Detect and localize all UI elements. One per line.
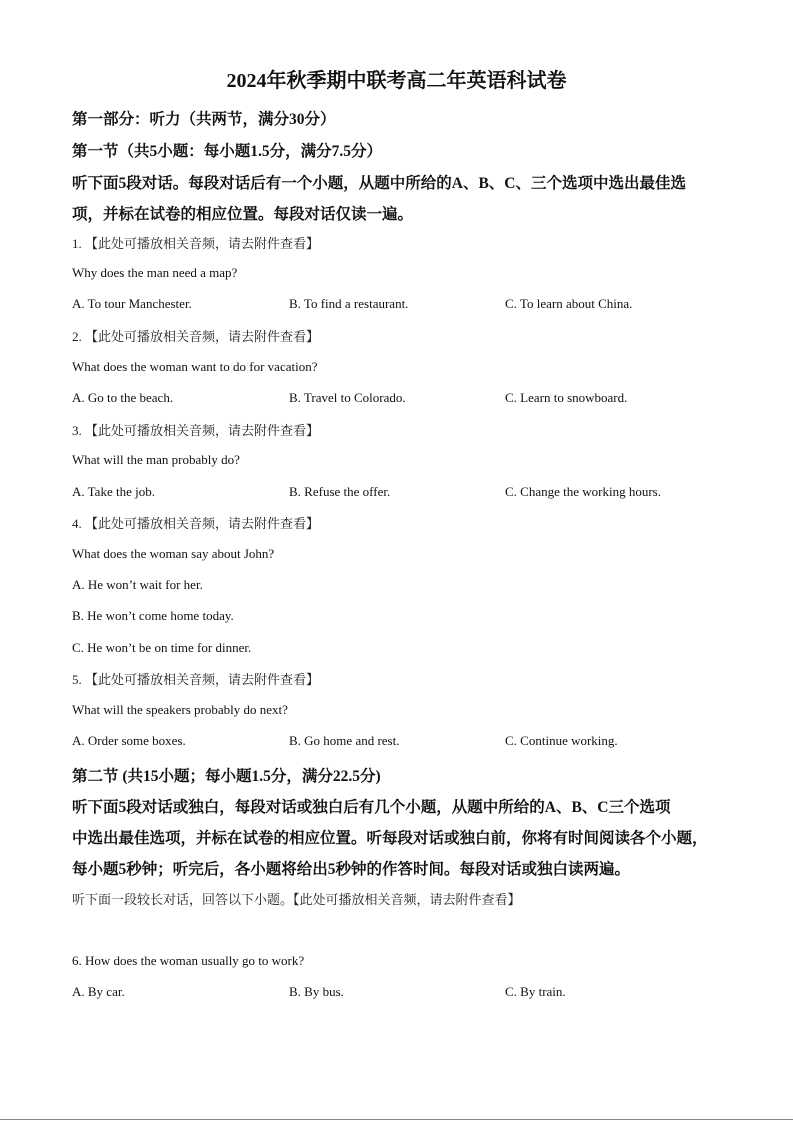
q3-option-b: B. Refuse the offer. xyxy=(289,484,391,499)
q1-option-b: B. To find a restaurant. xyxy=(289,296,409,311)
section2-instruction-line1: 听下面5段对话或独白，每段对话或独白后有几个小题，从题中所给的A、B、C三个选项 xyxy=(72,799,671,816)
q6-option-b: B. By bus. xyxy=(289,984,344,999)
q4-option-c: C. He won’t be on time for dinner. xyxy=(72,640,252,655)
q1-option-a: A. To tour Manchester. xyxy=(72,296,192,311)
q6-option-a: A. By car. xyxy=(72,984,125,999)
q3-option-a: A. Take the job. xyxy=(72,484,155,499)
q5-option-c: C. Continue working. xyxy=(505,733,618,748)
q6-question: 6. How does the woman usually go to work? xyxy=(72,953,305,968)
section1-heading: 第一节（共5小题：每小题1.5分，满分7.5分） xyxy=(72,143,383,160)
q2-audio-link[interactable]: 2. 【此处可播放相关音频，请去附件查看】 xyxy=(72,329,320,344)
q2-option-c: C. Learn to snowboard. xyxy=(505,390,628,405)
q4-option-a: A. He won’t wait for her. xyxy=(72,577,203,592)
q3-audio-link[interactable]: 3. 【此处可播放相关音频，请去附件查看】 xyxy=(72,423,320,438)
q4-audio-link[interactable]: 4. 【此处可播放相关音频，请去附件查看】 xyxy=(72,516,320,531)
q3-option-c: C. Change the working hours. xyxy=(505,484,661,499)
section1-instruction-line1: 听下面5段对话。每段对话后有一个小题，从题中所给的A、B、C、三个选项中选出最佳选 xyxy=(72,175,686,192)
q2-option-a: A. Go to the beach. xyxy=(72,390,174,405)
q2-question: What does the woman want to do for vacation? xyxy=(72,359,318,374)
q4-option-b: B. He won’t come home today. xyxy=(72,608,234,623)
page-title: 2024年秋季期中联考高二年英语科试卷 xyxy=(226,70,567,92)
q1-question: Why does the man need a map? xyxy=(72,265,238,280)
q5-option-b: B. Go home and rest. xyxy=(289,733,400,748)
q1-option-c: C. To learn about China. xyxy=(505,296,633,311)
q6-option-c: C. By train. xyxy=(505,984,566,999)
section2-heading: 第二节 (共15小题；每小题1.5分，满分22.5分) xyxy=(72,768,381,785)
section2-audio-link[interactable]: 听下面一段较长对话，回答以下小题。【此处可播放相关音频，请去附件查看】 xyxy=(72,892,521,907)
section2-instruction-line2: 中选出最佳选项，并标在试卷的相应位置。听每段对话或独白前，你将有时间阅读各个小题， xyxy=(72,830,708,847)
q1-audio-link[interactable]: 1. 【此处可播放相关音频，请去附件查看】 xyxy=(72,236,320,251)
part1-heading: 第一部分：听力（共两节，满分30分） xyxy=(72,111,336,128)
section1-instruction-line2: 项，并标在试卷的相应位置。每段对话仅读一遍。 xyxy=(72,206,414,223)
q5-audio-link[interactable]: 5. 【此处可播放相关音频，请去附件查看】 xyxy=(72,672,320,687)
section2-instruction-line3: 每小题5秒钟；听完后，各小题将给出5秒钟的作答时间。每段对话或独白读两遍。 xyxy=(72,861,631,878)
q2-option-b: B. Travel to Colorado. xyxy=(289,390,406,405)
page-bottom-rule xyxy=(0,1119,793,1120)
q4-question: What does the woman say about John? xyxy=(72,546,275,561)
q3-question: What will the man probably do? xyxy=(72,452,240,467)
q5-question: What will the speakers probably do next? xyxy=(72,702,288,717)
q5-option-a: A. Order some boxes. xyxy=(72,733,186,748)
